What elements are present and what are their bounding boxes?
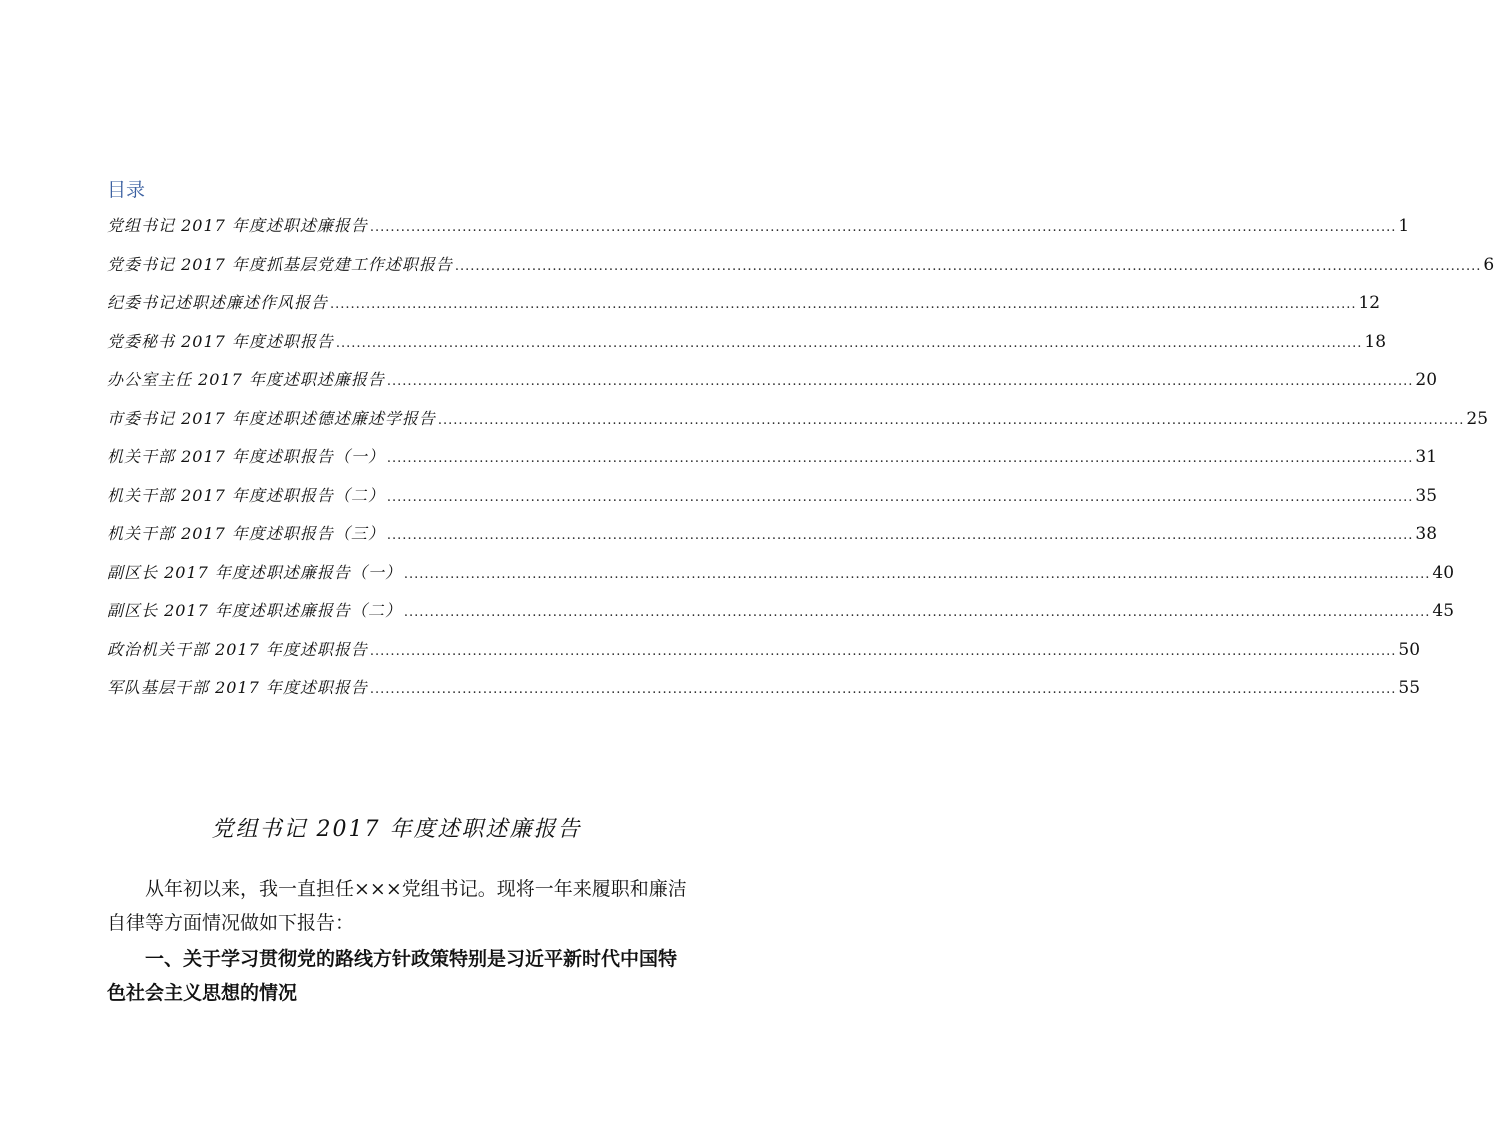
toc-entry-page: 50 xyxy=(1398,639,1421,660)
toc-entry-page: 12 xyxy=(1358,293,1381,313)
toc-entry-title: 党委书记 2017 年度抓基层党建工作述职报告 xyxy=(107,254,453,274)
toc-dot-leader: ........................................................................................................................................................................................................ xyxy=(403,605,1431,620)
document-title: 党组书记 2017 年度述职述廉报告 xyxy=(211,817,582,842)
toc-entry-page: 38 xyxy=(1415,524,1438,544)
toc-heading: 目录 xyxy=(107,179,146,201)
toc-entry[interactable] xyxy=(107,483,1438,522)
toc-dot-leader: ........................................................................................................................................................................................................ xyxy=(386,374,1414,389)
toc-entry-title: 办公室主任 2017 年度述职述廉报告 xyxy=(107,370,385,389)
toc-entry-page: 1 xyxy=(1398,216,1410,236)
toc-entry-page: 55 xyxy=(1398,678,1421,698)
toc-entry-title: 副区长 2017 年度述职述廉报告（二） xyxy=(107,601,402,620)
toc-entry-page: 6 xyxy=(1483,254,1494,275)
toc-dot-leader: ........................................................................................................................................................................................................ xyxy=(369,220,1397,235)
toc-entry-title: 副区长 2017 年度述职述廉报告（一） xyxy=(107,562,402,582)
toc-entry-title: 机关干部 2017 年度述职报告（一） xyxy=(107,447,385,466)
toc-entry-title: 党委秘书 2017 年度述职报告 xyxy=(107,331,334,351)
toc-entry-page: 18 xyxy=(1364,331,1387,352)
toc-dot-leader: ........................................................................................................................................................................................................ xyxy=(335,335,1363,351)
toc-dot-leader: ........................................................................................................................................................................................................ xyxy=(369,682,1397,697)
toc-entry[interactable] xyxy=(107,406,1489,445)
toc-dot-leader: ........................................................................................................................................................................................................ xyxy=(454,258,1482,274)
toc-entry-title: 党组书记 2017 年度述职述廉报告 xyxy=(107,216,368,235)
section-heading-1: 一、关于学习贯彻党的路线方针政策特别是习近平新时代中国特色社会主义思想的情况 xyxy=(107,948,678,1004)
toc-entry[interactable] xyxy=(107,367,1438,406)
toc-entry-title: 机关干部 2017 年度述职报告（二） xyxy=(107,485,385,505)
toc-entry[interactable] xyxy=(107,560,1455,599)
toc-entry[interactable] xyxy=(107,329,1387,368)
toc-entry[interactable] xyxy=(107,290,1381,329)
toc-entry[interactable] xyxy=(107,598,1455,637)
toc-entry[interactable] xyxy=(107,637,1421,676)
toc-entry-page: 35 xyxy=(1415,485,1438,506)
toc-entry-title: 市委书记 2017 年度述职述德述廉述学报告 xyxy=(107,408,436,428)
toc-entry[interactable] xyxy=(107,213,1410,252)
toc-entry-page: 40 xyxy=(1432,562,1455,583)
toc-entry-page: 45 xyxy=(1432,601,1455,621)
toc-entry-page: 31 xyxy=(1415,447,1438,467)
toc-dot-leader: ........................................................................................................................................................................................................ xyxy=(386,489,1414,505)
toc-entry[interactable] xyxy=(107,521,1438,560)
toc-dot-leader: ........................................................................................................................................................................................................ xyxy=(437,412,1465,428)
table-of-contents xyxy=(107,213,1494,714)
toc-entry-title: 政治机关干部 2017 年度述职报告 xyxy=(107,639,368,659)
intro-paragraph: 从年初以来，我一直担任×××党组书记。现将一年来履职和廉洁自律等方面情况做如下报告： xyxy=(107,878,687,934)
toc-entry-title: 机关干部 2017 年度述职报告（三） xyxy=(107,524,385,543)
toc-entry[interactable] xyxy=(107,252,1494,291)
toc-entry-title: 军队基层干部 2017 年度述职报告 xyxy=(107,678,368,697)
toc-dot-leader: ........................................................................................................................................................................................................ xyxy=(386,451,1414,466)
toc-dot-leader: ........................................................................................................................................................................................................ xyxy=(386,528,1414,543)
toc-entry-page: 25 xyxy=(1466,408,1489,429)
toc-entry[interactable] xyxy=(107,675,1421,714)
toc-dot-leader: ........................................................................................................................................................................................................ xyxy=(369,643,1397,659)
toc-entry[interactable] xyxy=(107,444,1438,483)
toc-dot-leader: ........................................................................................................................................................................................................ xyxy=(330,297,1357,312)
toc-entry-page: 20 xyxy=(1415,370,1438,390)
toc-dot-leader: ........................................................................................................................................................................................................ xyxy=(403,566,1431,582)
toc-entry-title: 纪委书记述职述廉述作风报告 xyxy=(107,293,329,312)
